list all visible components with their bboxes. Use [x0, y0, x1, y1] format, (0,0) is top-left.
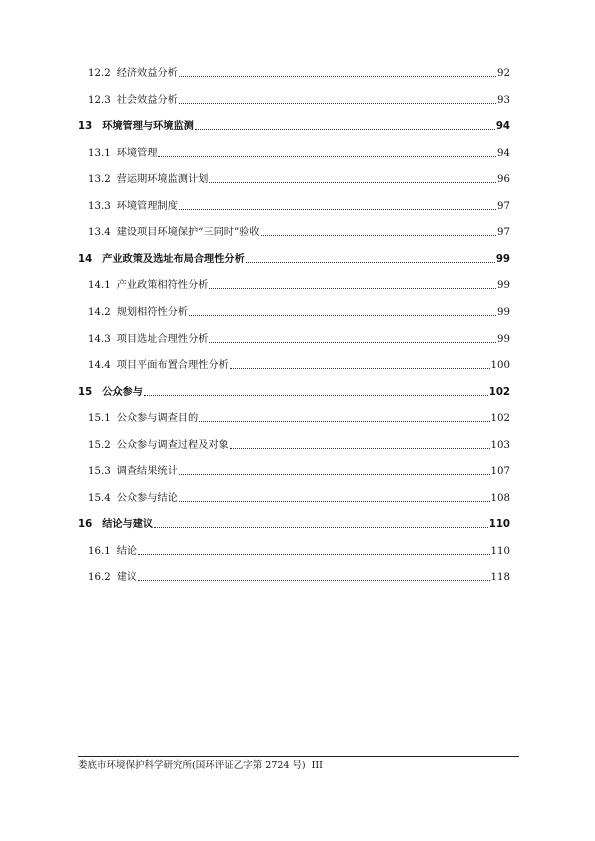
toc-entry-title: 公众参与: [102, 386, 143, 398]
toc-entry-page: 97: [497, 227, 510, 239]
toc-entry-number: 13.4: [88, 227, 111, 239]
toc-section-entry[interactable]: [88, 334, 510, 346]
toc-entry-number: 16.1: [88, 545, 111, 557]
toc-chapter-entry[interactable]: [78, 519, 510, 531]
toc-entry-number: 16: [78, 519, 93, 531]
toc-entry-page: 103: [490, 439, 510, 451]
toc-entry-page: 92: [497, 68, 510, 79]
toc-entry-number: 15.1: [88, 413, 111, 425]
toc-dot-leader: [179, 208, 496, 210]
toc-section-entry[interactable]: [88, 546, 510, 558]
toc-entry-title: 公众参与结论: [116, 492, 178, 504]
toc-entry-page: 97: [497, 200, 510, 212]
toc-chapter-entry[interactable]: [78, 387, 510, 399]
toc-dot-leader: [144, 394, 488, 396]
toc-dot-leader: [209, 181, 496, 183]
toc-entry-number: 14: [78, 253, 93, 265]
toc-entry-title: 规划相符性分析: [116, 306, 188, 318]
toc-entry-page: 108: [490, 492, 510, 504]
toc-section-entry[interactable]: [88, 360, 510, 372]
footer-organization: 娄底市环境保护科学研究所(国环评证乙字第 2724 号): [78, 760, 306, 771]
toc-dot-leader: [261, 234, 496, 236]
toc-dot-leader: [230, 447, 490, 449]
toc-dot-leader: [199, 420, 489, 422]
toc-dot-leader: [189, 314, 496, 316]
toc-dot-leader: [138, 553, 489, 555]
toc-entry-number: 14.3: [88, 333, 111, 345]
toc-entry-page: 99: [497, 333, 510, 345]
toc-dot-leader: [209, 341, 496, 343]
toc-entry-page: 118: [490, 572, 510, 584]
toc-entry-title: 结论: [116, 545, 138, 557]
toc-dot-leader: [230, 367, 490, 369]
toc-entry-number: 13.1: [88, 147, 111, 159]
toc-entry-page: 107: [490, 466, 510, 478]
toc-entry-title: 项目平面布置合理性分析: [116, 360, 229, 372]
toc-dot-leader: [179, 473, 490, 475]
toc-entry-title: 建议: [116, 572, 138, 584]
toc-dot-leader: [154, 526, 488, 528]
page-footer: [78, 760, 323, 772]
toc-dot-leader: [195, 128, 495, 130]
toc-entry-page: 94: [497, 147, 510, 159]
toc-entry-title: 产业政策及选址布局合理性分析: [102, 253, 245, 265]
toc-entry-title: 经济效益分析: [116, 68, 178, 79]
toc-section-entry[interactable]: [88, 148, 510, 160]
toc-entry-number: 14.1: [88, 280, 111, 292]
toc-chapter-entry[interactable]: [78, 254, 510, 266]
toc-section-entry[interactable]: [88, 413, 510, 425]
toc-section-entry[interactable]: [88, 280, 510, 292]
toc-dot-leader: [179, 500, 490, 502]
toc-entry-number: 12.3: [88, 94, 111, 106]
toc-entry-title: 结论与建议: [102, 519, 154, 531]
toc-dot-leader: [179, 75, 496, 77]
toc-dot-leader: [246, 261, 495, 263]
toc-section-entry[interactable]: [88, 572, 510, 584]
toc-entry-number: 16.2: [88, 572, 111, 584]
toc-entry-page: 99: [497, 306, 510, 318]
toc-entry-page: 99: [495, 253, 510, 265]
toc-entry-title: 环境管理与环境监测: [102, 121, 194, 133]
toc-dot-leader: [158, 155, 496, 157]
toc-section-entry[interactable]: [88, 68, 510, 80]
toc-entry-page: 96: [497, 174, 510, 186]
toc-entry-page: 110: [488, 519, 510, 531]
toc-entry-title: 建设项目环境保护“三同时”验收: [116, 227, 260, 239]
toc-entry-title: 调查结果统计: [116, 466, 178, 478]
toc-section-entry[interactable]: [88, 440, 510, 452]
footer-divider: [78, 756, 519, 757]
toc-entry-number: 13.3: [88, 200, 111, 212]
toc-entry-page: 94: [495, 121, 510, 133]
toc-entry-title: 项目选址合理性分析: [116, 333, 209, 345]
toc-chapter-entry[interactable]: [78, 121, 510, 133]
toc-section-entry[interactable]: [88, 307, 510, 319]
toc-entry-title: 社会效益分析: [116, 94, 178, 106]
toc-entry-number: 15: [78, 386, 93, 398]
toc-section-entry[interactable]: [88, 466, 510, 478]
toc-entry-page: 102: [490, 413, 510, 425]
toc-entry-title: 营运期环境监测计划: [116, 174, 209, 186]
toc-entry-number: 14.2: [88, 306, 111, 318]
toc-entry-number: 15.4: [88, 492, 111, 504]
toc-entry-title: 公众参与调查过程及对象: [116, 439, 229, 451]
toc-section-entry[interactable]: [88, 174, 510, 186]
toc-entry-title: 环境管理制度: [116, 200, 178, 212]
toc-entry-title: 公众参与调查目的: [116, 413, 199, 425]
toc-section-entry[interactable]: [88, 201, 510, 213]
toc-entry-number: 13.2: [88, 174, 111, 186]
toc-dot-leader: [138, 579, 489, 581]
toc-entry-number: 13: [78, 121, 93, 133]
toc-section-entry[interactable]: [88, 493, 510, 505]
toc-entry-page: 102: [488, 386, 510, 398]
toc-entry-number: 12.2: [88, 68, 111, 79]
toc-entry-title: 产业政策相符性分析: [116, 280, 209, 292]
toc-entry-page: 110: [490, 545, 510, 557]
toc-entry-number: 14.4: [88, 360, 111, 372]
toc-dot-leader: [179, 102, 496, 104]
toc-dot-leader: [209, 287, 496, 289]
toc-entry-page: 100: [490, 360, 510, 372]
toc-entry-page: 93: [497, 94, 510, 106]
toc-section-entry[interactable]: [88, 227, 510, 239]
footer-page-number: III: [311, 760, 323, 771]
toc-entry-page: 99: [497, 280, 510, 292]
toc-section-entry[interactable]: [88, 95, 510, 107]
toc-entry-title: 环境管理: [116, 147, 158, 159]
toc-entry-number: 15.3: [88, 466, 111, 478]
toc-entry-number: 15.2: [88, 439, 111, 451]
